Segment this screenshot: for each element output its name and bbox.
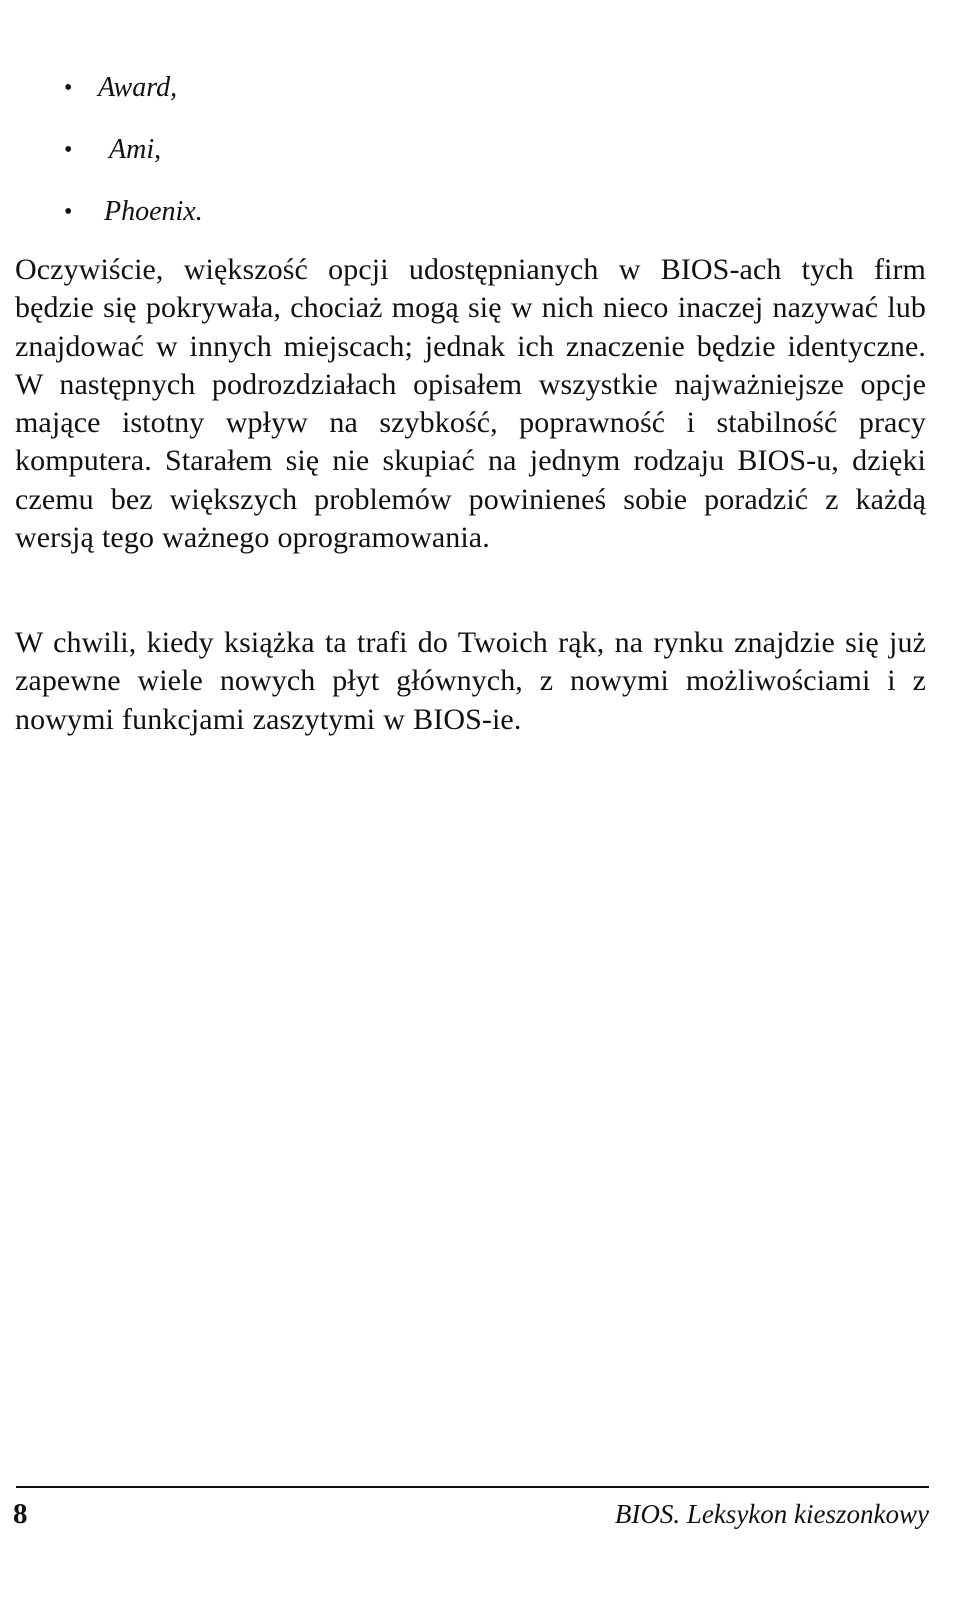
page-number: 8 (13, 1498, 28, 1530)
bullet-icon: • (64, 199, 73, 225)
paragraph-bios-options: Oczywiście, większość opcji udostępnianych w BIOS-ach tych firm będzie się pokrywała, chociaż mogą się w nich nieco inaczej nazywać lub znajdować w innych miejscach; jednak ich znaczenie będzie identyczne. W następnych podrozdziałach opisałem wszystkie najważniejsze opcje mające istotny wpływ na szybkość, poprawność i stabilność pracy komputera. Starałem się nie skupiać na jednym rodzaju BIOS-u, dzięki czemu bez większych problemów powinieneś sobie poradzić z każdą wersją tego ważnego oprogramowania. (15, 253, 926, 555)
footer-divider (16, 1486, 929, 1488)
paragraph-new-motherboards: W chwili, kiedy książka ta trafi do Twoich rąk, na rynku znajdzie się już zapewne wiele nowych płyt głównych, z nowymi możliwościami i z nowymi funkcjami zaszytymi w BIOS-ie. (15, 626, 926, 736)
list-item-text: Award, (98, 72, 178, 103)
list-item-text: Phoenix. (104, 196, 203, 227)
bullet-icon: • (64, 137, 73, 163)
list-item-text: Ami, (109, 134, 162, 165)
bullet-icon: • (64, 75, 73, 101)
running-title: BIOS. Leksykon kieszonkowy (614, 1499, 929, 1529)
